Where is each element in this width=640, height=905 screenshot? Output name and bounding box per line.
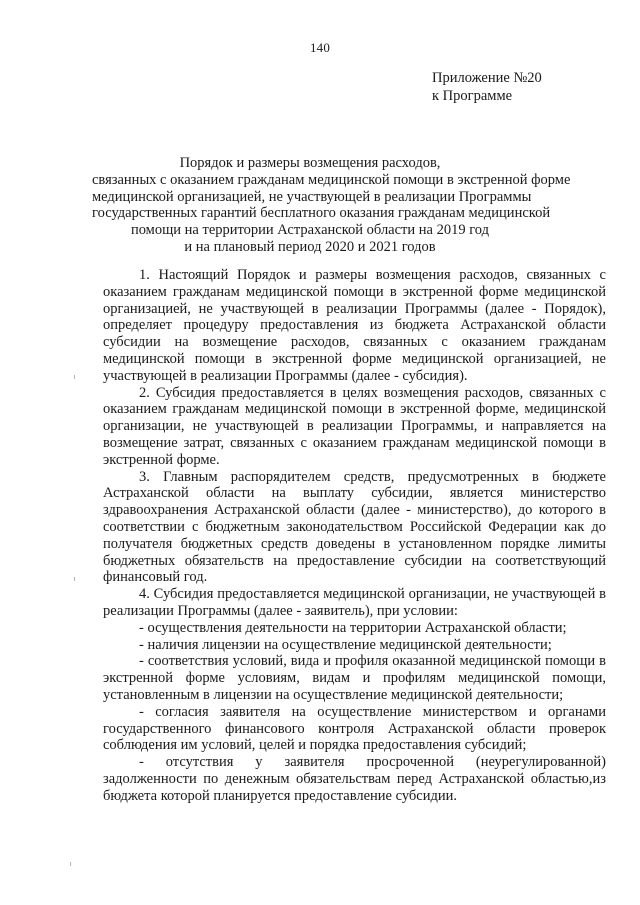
condition-item: - соответствия условий, вида и профиля оказанной медицинской помощи в экстренной форме условиям, видам и профилям медицинской помощи, установленным в лицензии на осуществление медицинской деятельности; [103,653,606,703]
condition-item: - наличия лицензии на осуществление медицинской деятельности; [139,636,552,653]
condition-item: - отсутствия у заявителя просроченной (неурегулированной) задолженности по денежным обязательствам перед Астраханской областью,из бюджета которой планируется предоставление субсидии. [103,754,606,804]
title-line: помощи на территории Астраханской области на 2019 год [130,222,490,239]
paragraph-1: 1. Настоящий Порядок и размеры возмещения расходов, связанных с оказанием гражданам медицинской помощи в экстренной форме медицинской организацией, не участвующей в реализации Программы (далее - Порядок), определяет процедуру предоставления из бюджета Астраханской области субсидии на возмещение расходов, связанных с оказанием гражданам медицинской помощи в экстренной форме медицинской организацией, не участвующей в реализации Программы (далее - субсидия). [103,267,606,384]
paragraph-2: 2. Субсидия предоставляется в целях возмещения расходов, связанных с оказанием гражданам медицинской помощи в экстренной форме, медицинской организации, не участвующей в реализации Программы, и направляется на возмещение затрат, связанных с оказанием гражданам медицинской помощи в экстренной форме. [103,384,606,468]
title-line: Порядок и размеры возмещения расходов, [179,155,441,171]
appendix-label [432,69,542,105]
scan-mark [74,577,75,581]
title-line: медицинской организацией, не участвующей в реализации Программы [92,188,532,205]
page-number: 140 [309,40,331,55]
paragraph-3: 3. Главным распорядителем средств, предусмотренных в бюджете Астраханской области на выплату субсидии, является министерство здравоохранения Астраханской области (далее - министерство), до которого в соответствии с бюджетным законодательством Российской Федерации как до получателя бюджетных средств доведены в установленном порядке лимиты бюджетных обязательств на предоставление субсидии на соответствующий финансовый год. [103,468,606,586]
title-line: и на плановый период 2020 и 2021 годов [184,238,436,255]
scan-mark [74,375,75,379]
condition-item: - осуществления деятельности на территории Астраханской области; [139,619,567,636]
scan-mark [70,862,71,866]
document-title [92,155,571,256]
title-line: связанных с оказанием гражданам медицинской помощи в экстренной форме [92,171,571,188]
paragraph-4: 4. Субсидия предоставляется медицинской организации, не участвующей в реализации Программы (далее - заявитель), при условии: [103,586,606,619]
document-body [103,267,606,805]
appendix-line-program: к Программе [432,88,513,104]
title-line: государственных гарантий бесплатного оказания гражданам медицинской [92,205,551,222]
condition-item: - согласия заявителя на осуществление министерством и органами государственного финансового контроля Астраханской области проверок соблюдения им условий, целей и порядка предоставления субсидий; [103,703,606,754]
appendix-line-number: Приложение №20 [432,70,542,86]
